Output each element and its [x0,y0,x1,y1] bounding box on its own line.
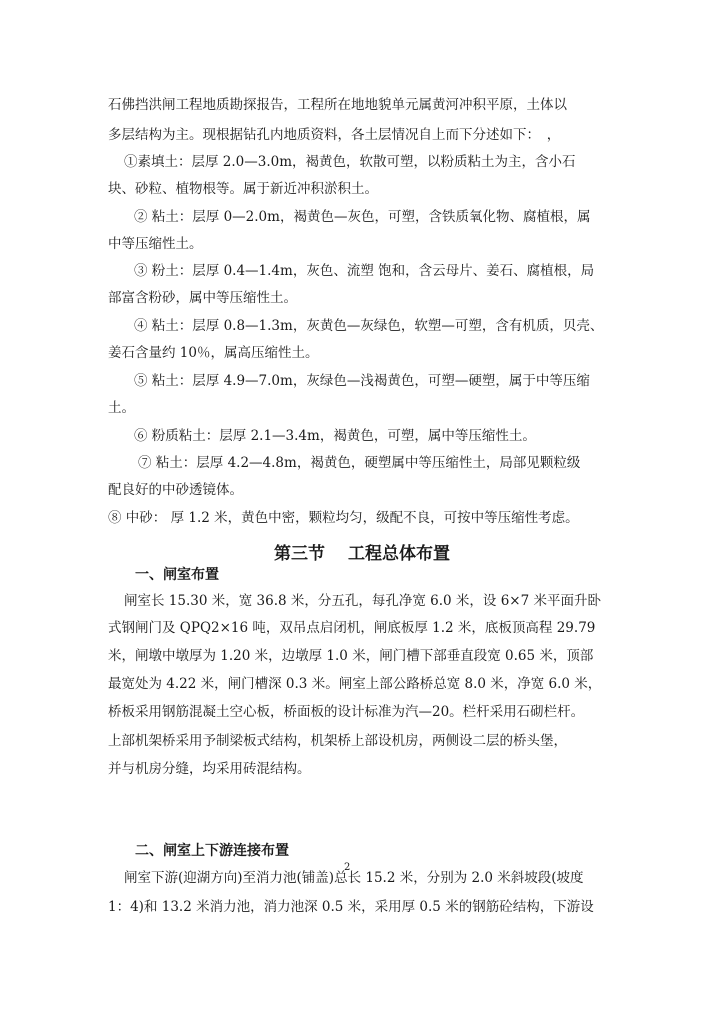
soil-layer-5-line-1: ⑤ 粘土：层厚 4.9—7.0m，灰绿色—浅褐黄色，可塑—硬塑，属于中等压缩 [134,373,590,389]
soil-layer-1-line-2: 块、砂粒、植物根等。属于新近冲积淤积土。 [108,181,378,197]
subsection-2-heading: 二、闸室上下游连接布置 [135,843,289,859]
soil-layer-7-line-2: 配良好的中砂透镜体。 [108,482,243,498]
subsection-1-line-4: 最宽处为 4.22 米，闸门槽深 0.3 米。闸室上部公路桥总宽 8.0 米，净宽 6.0 米， [108,676,602,692]
subsection-2-line-1: 闸室下游(迎湖方向)至消力池(铺盖)总长 15.2 米，分别为 2.0 米斜坡段(坡度 [124,870,584,886]
soil-layer-1-line-1: ①素填土：层厚 2.0—3.0m，褐黄色，软散可塑，以粉质粘土为主，含小石 [124,154,576,170]
soil-layer-6-line-1: ⑥ 粉质粘土：层厚 2.1—3.4m，褐黄色，可塑，属中等压缩性土。 [134,428,536,444]
soil-layer-4-line-2: 姜石含量约 10％，属高压缩性土。 [108,345,319,361]
subsection-1-line-2: 式钢闸门及 QPQ2×16 吨，双吊点启闭机，闸底板厚 1.2 米，底板顶高程 29.79 [108,620,596,636]
soil-layer-3-line-1: ③ 粉土：层厚 0.4—1.4m，灰色、流塑 饱和，含云母片、姜石、腐植根，局 [134,263,595,279]
soil-layer-7-line-1: ⑦ 粘土：层厚 4.2—4.8m，褐黄色，硬塑属中等压缩性土，局部见颗粒级 [138,455,581,471]
subsection-1-line-7: 并与机房分缝，均采用砖混结构。 [108,761,311,777]
intro-line-2: 多层结构为主。现根据钻孔内地质资料，各土层情况自上而下分述如下： ， [108,127,561,143]
section-title: 第三节 工程总体布置 [274,544,450,564]
subsection-1-line-5: 桥板采用钢筋混凝土空心板，桥面板的设计标准为汽—20。栏杆采用石砌栏杆。 [108,704,585,720]
soil-layer-4-line-1: ④ 粘土：层厚 0.8—1.3m，灰黄色—灰绿色，软塑—可塑，含有机质，贝壳、 [134,318,604,334]
subsection-1-line-6: 上部机架桥采用予制梁板式结构，机架桥上部设机房，两侧设二层的桥头堡， [108,733,567,749]
intro-line-1: 石佛挡洪闸工程地质勘探报告，工程所在地地貌单元属黄河冲积平原，土体以 [108,97,567,113]
soil-layer-3-line-2: 部富含粉砂，属中等压缩性土。 [108,290,297,306]
soil-layer-8-line-1: ⑧ 中砂： 厚 1.2 米，黄色中密，颗粒均匀，级配不良，可按中等压缩性考虑。 [108,510,579,526]
subsection-1-line-3: 米，闸墩中墩厚为 1.20 米，边墩厚 1.0 米，闸门槽下部垂直段宽 0.65 米，顶部 [108,648,594,664]
soil-layer-2-line-1: ② 粘土：层厚 0—2.0m，褐黄色—灰色，可塑，含铁质氧化物、腐植根，属 [134,209,591,225]
soil-layer-2-line-2: 中等压缩性土。 [108,236,203,252]
subsection-1-heading: 一、闸室布置 [135,567,219,583]
subsection-1-line-1: 闸室长 15.30 米，宽 36.8 米，分五孔，每孔净宽 6.0 米，设 6×7 米平面升卧 [124,593,601,609]
page-number: 2 [344,862,351,873]
subsection-2-line-2: 1：4)和 13.2 米消力池，消力池深 0.5 米，采用厚 0.5 米的钢筋砼结构，下游设 [108,899,594,915]
soil-layer-5-line-2: 土。 [108,400,135,416]
